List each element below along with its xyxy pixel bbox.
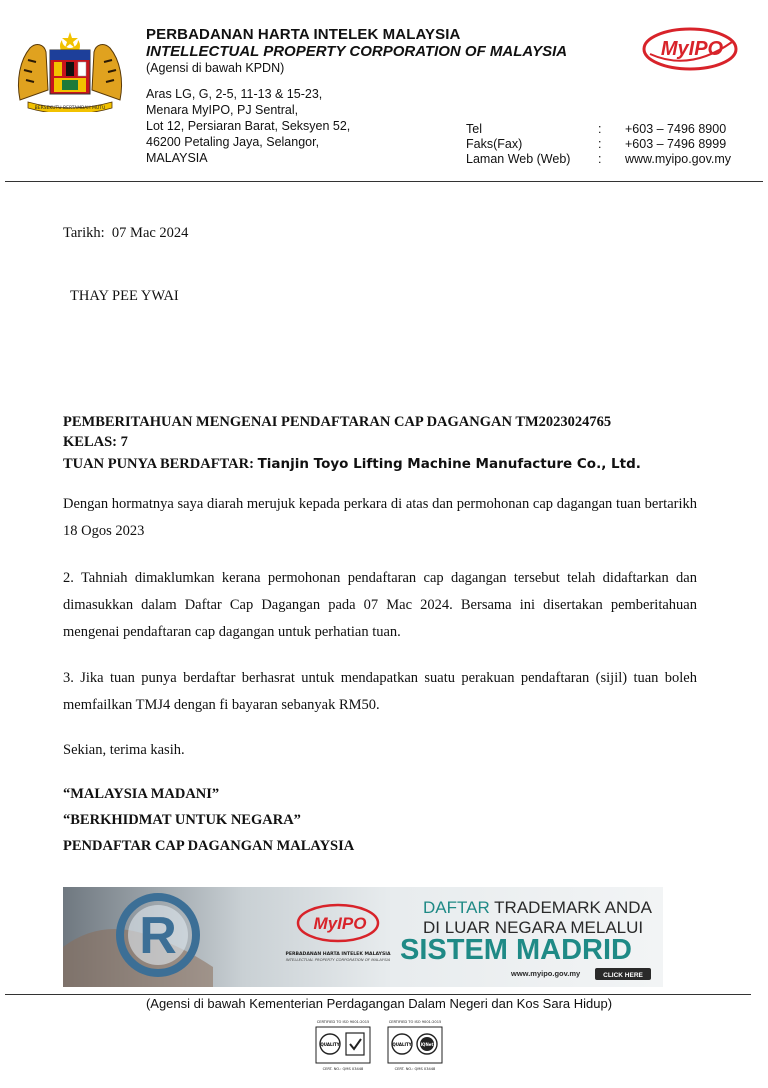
address-line: Aras LG, G, 2-5, 11-13 & 15-23, [146,87,323,101]
contact-value-tel: +603 – 7496 8900 [625,122,727,136]
address-line: Menara MyIPO, PJ Sentral, [146,103,299,117]
contact-separator: : [598,122,602,136]
banner-sistem-madrid: SISTEM MADRID [400,934,632,966]
address-line: 46200 Petaling Jaya, Selangor, [146,135,320,149]
ukas-mark-icon [346,1033,364,1055]
org-agency-note: (Agensi di bawah KPDN) [146,61,285,75]
svg-text:DAFTAR TRADEMARK ANDA [423,898,653,917]
iso-certification-badge [384,1018,446,1072]
date-value: 07 Mac 2024 [111,225,189,241]
registered-owner [63,456,641,473]
svg-text:QUALITY: QUALITY [392,1042,412,1047]
motto-berkhidmat: “BERKHIDMAT UNTUK NEGARA” [63,812,301,828]
banner-logo-text: MyIPO [313,914,367,933]
org-name-malay: PERBADANAN HARTA INTELEK MALAYSIA [146,26,461,43]
banner-logo-caption-en: INTELLECTUAL PROPERTY CORPORATION OF MALAYSIA [285,957,391,962]
banner-website: www.myipo.gov.my [511,969,581,978]
crest-motto-text: BERSEKUTU BERTAMBAH MUTU [34,106,106,111]
contact-label-web: Laman Web (Web) [466,152,571,166]
iso1-cert-no: CERT. NO.: QMS 03448 [322,1067,364,1071]
svg-text:QUALITY: QUALITY [320,1042,340,1047]
owner-label: TUAN PUNYA BERDAFTAR: [63,456,254,472]
contact-separator: : [598,152,602,166]
registered-mark-icon [120,897,196,973]
letter-date [63,225,188,242]
banner-daftar-text: DAFTAR [423,898,490,917]
iso1-title: CERTIFIED TO ISO 9001:2015 [316,1020,370,1024]
contact-label-fax: Faks(Fax) [466,137,523,151]
banner-trademark-text: TRADEMARK ANDA [489,898,652,917]
svg-text:R: R [139,907,177,965]
madrid-system-banner[interactable] [63,887,663,987]
contact-label-tel: Tel [466,122,482,136]
contact-value-web[interactable]: www.myipo.gov.my [625,152,732,166]
address-line: Lot 12, Persiaran Barat, Seksyen 52, [146,119,351,133]
footer-divider [5,994,751,995]
paragraph-1: Dengan hormatnya saya diarah merujuk kepada perkara di atas dan permohonan cap dagangan tuan bertarikh 18 Ogos 2023 [63,496,697,539]
svg-text:IQNet: IQNet [420,1042,434,1047]
paragraph-3: 3. Jika tuan punya berdaftar berhasrat untuk mendapatkan suatu perakuan pendaftaran (sijil) tuan boleh memfailkan TMJ4 dengan fi bayaran sebanyak RM50. [63,670,697,713]
signatory-title: PENDAFTAR CAP DAGANGAN MALAYSIA [63,838,355,854]
myipo-logo-text: MyIPO [660,38,724,60]
banner-click-here-label: CLICK HERE [603,972,643,979]
paragraph-2: 2. Tahniah dimaklumkan kerana permohonan pendaftaran cap dagangan tersebut telah didaftarkan dan dimasukkan dalam Daftar Cap Dagangan pada 07 Mac 2024. Bersama ini disertakan pemberitahuan mengenai pendaftaran cap dagangan untuk perhatian tuan. [63,570,697,640]
footer-agency-note: (Agensi di bawah Kementerian Perdagangan Dalam Negeri dan Kos Sara Hidup) [145,996,613,1011]
header-divider [5,181,763,182]
banner-line-2: DI LUAR NEGARA MELALUI [423,918,644,937]
org-name-english: INTELLECTUAL PROPERTY CORPORATION OF MALAYSIA [146,43,568,60]
motto-malaysia-madani: “MALAYSIA MADANI” [63,786,220,802]
coat-of-arms-crest [14,30,126,112]
letter-subject: PEMBERITAHUAN MENGENAI PENDAFTARAN CAP DAGANGAN TM2023024765 [63,414,612,430]
iso2-title: CERTIFIED TO ISO 9001:2015 [388,1020,442,1024]
contact-separator: : [598,137,602,151]
banner-logo-caption-ms: PERBADANAN HARTA INTELEK MALAYSIA [285,952,391,957]
recipient-name: THAY PEE YWAI [70,288,179,304]
date-label: Tarikh: [63,225,105,241]
closing-line: Sekian, terima kasih. [63,742,185,758]
iso-certification-badge [312,1018,374,1072]
contact-value-fax: +603 – 7496 8999 [625,137,727,151]
owner-name: Tianjin Toyo Lifting Machine Manufacture Co., Ltd. [257,456,641,472]
myipo-logo [640,24,740,74]
iso2-cert-no: CERT. NO.: QMS 03448 [394,1067,436,1071]
address-line: MALAYSIA [146,151,208,165]
trademark-class: KELAS: 7 [63,434,128,450]
